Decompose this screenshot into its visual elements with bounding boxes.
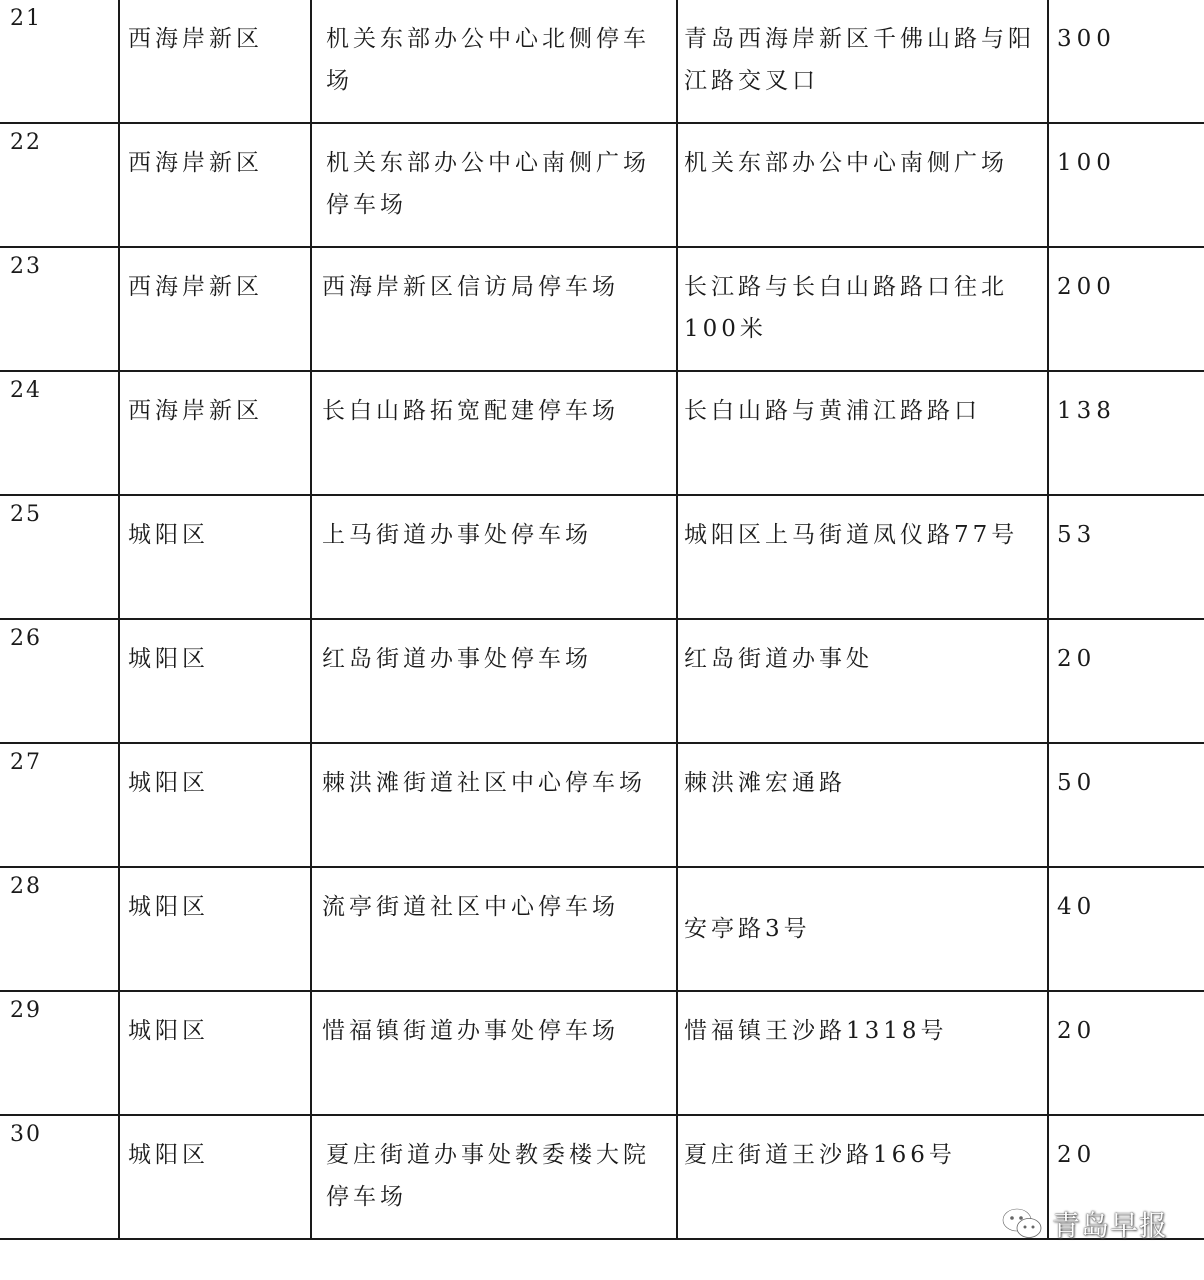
table-row [0,247,1204,371]
cell-no: 23 [0,247,119,371]
cell-spaces: 20 [1048,619,1204,743]
cell-district: 城阳区 [119,867,311,991]
cell-address: 夏庄街道王沙路166号 [677,1115,1048,1239]
table-row [0,619,1204,743]
cell-address: 青岛西海岸新区千佛山路与阳江路交叉口 [677,0,1048,123]
cell-district: 西海岸新区 [119,0,311,123]
cell-spaces: 50 [1048,743,1204,867]
cell-spaces: 40 [1048,867,1204,991]
cell-district: 西海岸新区 [119,371,311,495]
cell-spaces: 20 [1048,991,1204,1115]
cell-district: 西海岸新区 [119,123,311,247]
table-row [0,991,1204,1115]
table-row [0,371,1204,495]
cell-district: 城阳区 [119,991,311,1115]
cell-name: 西海岸新区信访局停车场 [311,247,677,371]
watermark-text: 青岛早报 [1051,1209,1168,1242]
cell-name: 惜福镇街道办事处停车场 [311,991,677,1115]
cell-address: 惜福镇王沙路1318号 [677,991,1048,1115]
cell-address: 长江路与长白山路路口往北100米 [677,247,1048,371]
table-row [0,867,1204,991]
cell-spaces: 20 [1048,1115,1204,1239]
cell-address: 红岛街道办事处 [677,619,1048,743]
cell-district: 城阳区 [119,1115,311,1239]
cell-district: 城阳区 [119,495,311,619]
cell-address: 棘洪滩宏通路 [677,743,1048,867]
cell-name: 流亭街道社区中心停车场 [311,867,677,991]
wechat-icon [1000,1206,1044,1242]
cell-spaces: 200 [1048,247,1204,371]
cell-no: 24 [0,371,119,495]
cell-address: 安亭路3号 [677,867,1048,991]
cell-no: 30 [0,1115,119,1239]
table-row [0,123,1204,247]
cell-name: 机关东部办公中心南侧广场停车场 [311,123,677,247]
cell-district: 城阳区 [119,619,311,743]
cell-district: 西海岸新区 [119,247,311,371]
cell-name: 长白山路拓宽配建停车场 [311,371,677,495]
cell-no: 25 [0,495,119,619]
table-row [0,0,1204,123]
cell-no: 26 [0,619,119,743]
cell-name: 夏庄街道办事处教委楼大院停车场 [311,1115,677,1239]
table-row [0,743,1204,867]
cell-spaces: 300 [1048,0,1204,123]
cell-no: 22 [0,123,119,247]
cell-no: 28 [0,867,119,991]
cell-district: 城阳区 [119,743,311,867]
cell-spaces: 138 [1048,371,1204,495]
cell-spaces: 100 [1048,123,1204,247]
cell-no: 27 [0,743,119,867]
table-row [0,495,1204,619]
cell-name: 机关东部办公中心北侧停车场 [311,0,677,123]
cell-no: 29 [0,991,119,1115]
cell-name: 红岛街道办事处停车场 [311,619,677,743]
cell-address: 机关东部办公中心南侧广场 [677,123,1048,247]
cell-address: 城阳区上马街道凤仪路77号 [677,495,1048,619]
cell-no: 21 [0,0,119,123]
cell-name: 棘洪滩街道社区中心停车场 [311,743,677,867]
cell-address: 长白山路与黄浦江路路口 [677,371,1048,495]
newspaper-watermark [1000,1204,1168,1244]
cell-name: 上马街道办事处停车场 [311,495,677,619]
cell-spaces: 53 [1048,495,1204,619]
